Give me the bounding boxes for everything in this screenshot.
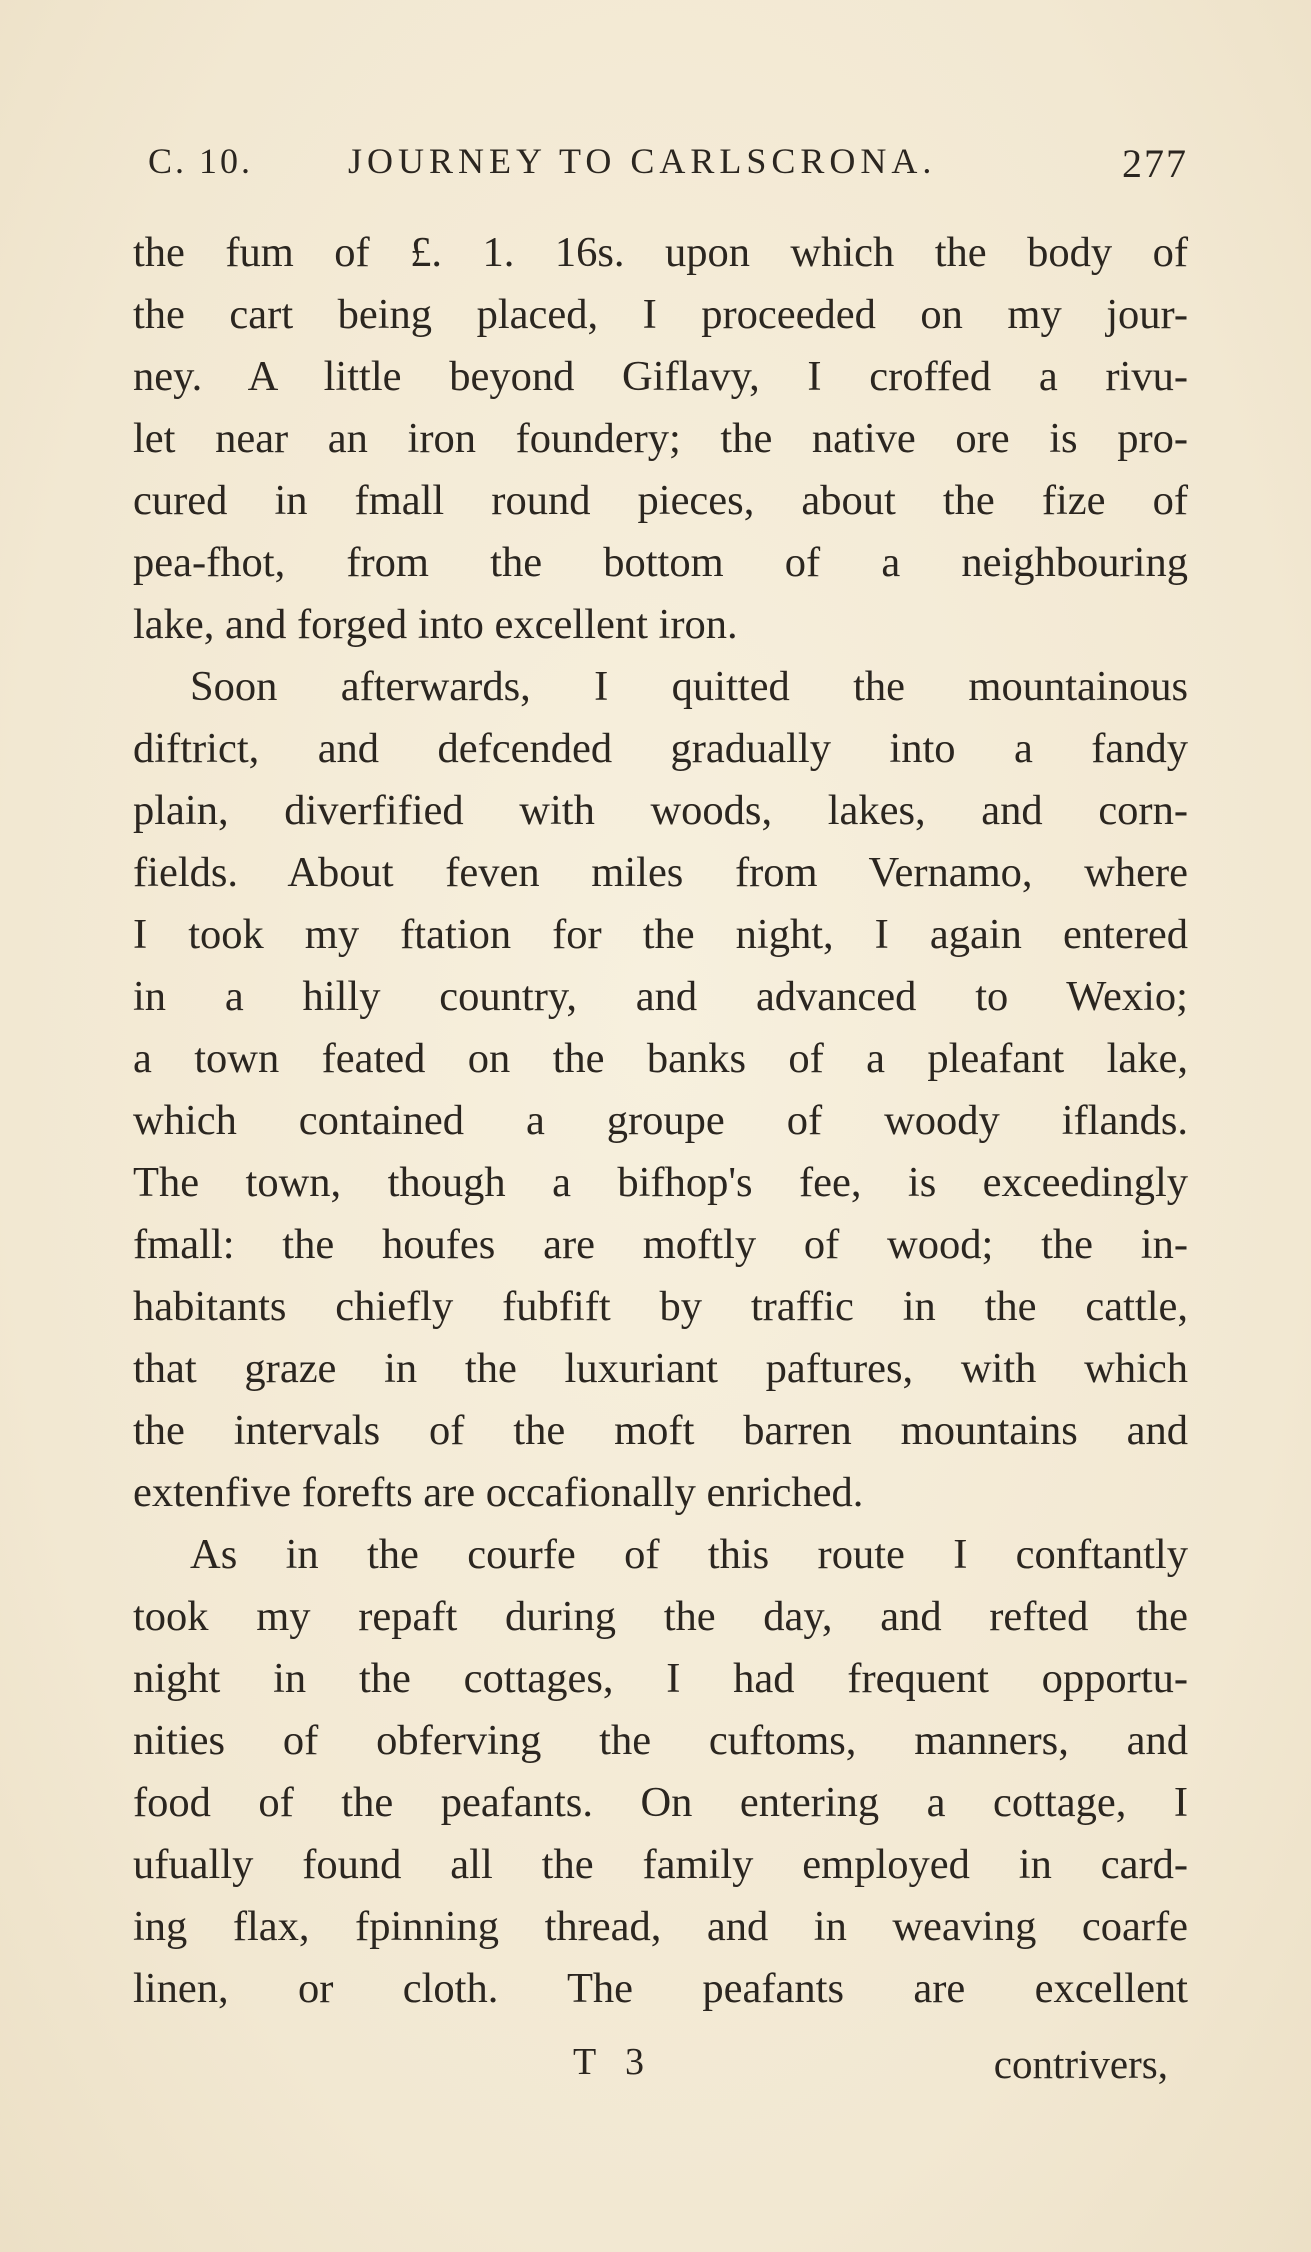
text-line: let near an iron foundery; the native ore is pro- [133,415,1188,462]
text-line: the intervals of the moft barren mountains and [133,1407,1188,1454]
text-line: the fum of £. 1. 16s. upon which the body of [133,229,1188,276]
text-line: a town feated on the banks of a pleafant lake, [133,1035,1188,1082]
text-line: cured in fmall round pieces, about the fize of [133,477,1188,524]
text-line: Soon afterwards, I quitted the mountainous [190,663,1188,710]
text-line: ney. A little beyond Giflavy, I croffed a rivu- [133,353,1188,400]
text-line: The town, though a bifhop's fee, is exceedingly [133,1159,1188,1206]
catchword: contrivers, [993,2041,1168,2087]
text-line: lake, and forged into excellent iron. [133,601,738,648]
text-line: the cart being placed, I proceeded on my jour- [133,291,1188,338]
text-line: I took my ftation for the night, I again entered [133,911,1188,958]
text-line: habitants chiefly fubfift by traffic in the cattle, [133,1283,1188,1330]
running-title: JOURNEY TO CARLSCRONA. [348,141,937,181]
text-line: took my repaft during the day, and refted the [133,1593,1188,1640]
page-number: 277 [1122,141,1188,186]
text-line: As in the courfe of this route I conftantly [190,1531,1188,1578]
text-line: that graze in the luxuriant paftures, with which [133,1345,1188,1392]
text-line: fields. About feven miles from Vernamo, where [133,849,1188,896]
text-line: plain, diverfified with woods, lakes, and corn- [133,787,1188,834]
chapter-number: C. 10. [148,141,254,181]
text-line: night in the cottages, I had frequent opportu- [133,1655,1188,1702]
text-line: nities of obferving the cuftoms, manners, and [133,1717,1188,1764]
text-line: linen, or cloth. The peafants are excellent [133,1965,1188,2012]
text-line: diftrict, and defcended gradually into a fandy [133,725,1188,772]
text-line: ing flax, fpinning thread, and in weaving coarfe [133,1903,1188,1950]
signature-mark: T 3 [573,2041,655,2083]
text-line: fmall: the houfes are moftly of wood; the in- [133,1221,1188,1268]
text-line: ufually found all the family employed in card- [133,1841,1188,1888]
text-line: extenfive forefts are occafionally enriched. [133,1469,864,1516]
body-text [133,222,1188,2020]
page-footer [133,2040,1188,2100]
text-line: in a hilly country, and advanced to Wexio; [133,973,1188,1020]
text-line: which contained a groupe of woody iflands. [133,1097,1188,1144]
text-line: food of the peafants. On entering a cottage, I [133,1779,1188,1826]
text-line: pea-fhot, from the bottom of a neighbouring [133,539,1188,586]
running-header [148,140,1188,190]
